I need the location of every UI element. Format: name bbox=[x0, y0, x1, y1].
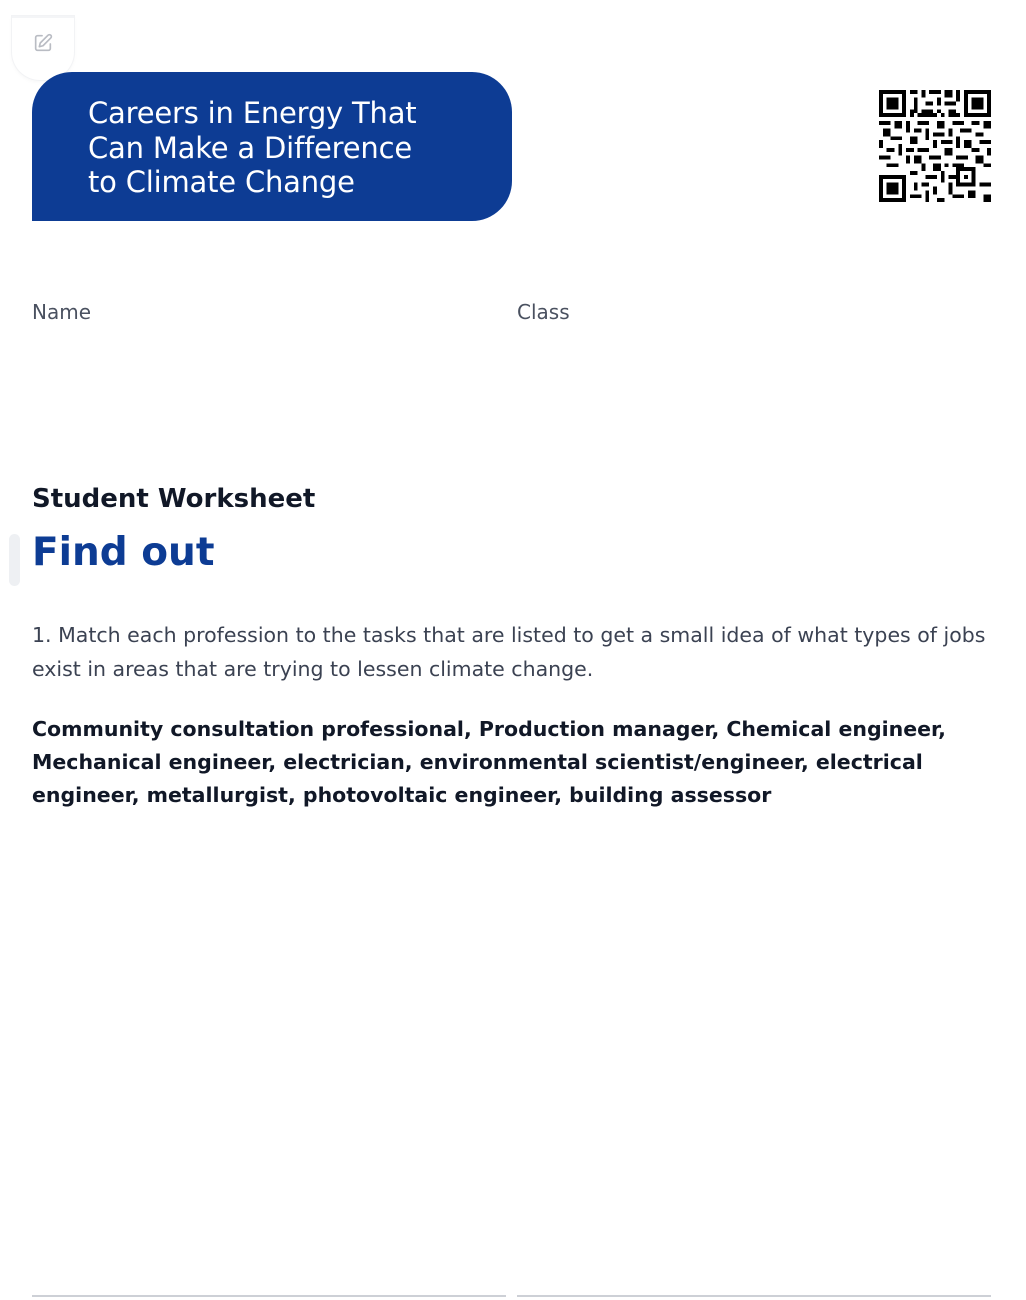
title-line-1: Careers in Energy That bbox=[88, 96, 417, 130]
name-field-label: Name bbox=[32, 300, 92, 324]
professions-list: Community consultation professional, Production manager, Chemical engineer, Mechanical engineer, electrician, environmental scientist/engineer, electrical engineer, metallurgist, photovoltaic engineer, building assessor bbox=[32, 717, 946, 807]
question-text: 1. Match each profession to the tasks that are listed to get a small idea of what types of jobs exist in areas that are trying to lessen climate change. bbox=[32, 623, 986, 681]
class-field-label: Class bbox=[517, 300, 570, 324]
pencil-square-icon bbox=[32, 32, 54, 58]
answer-line-left bbox=[32, 1295, 506, 1297]
edit-button[interactable] bbox=[12, 16, 74, 80]
page-title bbox=[88, 96, 492, 200]
section-title: Find out bbox=[32, 530, 215, 575]
section-label: Student Worksheet bbox=[32, 484, 316, 514]
answer-line-right bbox=[517, 1295, 991, 1297]
title-banner bbox=[32, 72, 512, 221]
title-line-2: Can Make a Difference bbox=[88, 130, 412, 165]
title-line-3: to Climate Change bbox=[88, 165, 355, 199]
qr-code-icon bbox=[878, 90, 992, 202]
drag-handle[interactable] bbox=[9, 534, 20, 586]
